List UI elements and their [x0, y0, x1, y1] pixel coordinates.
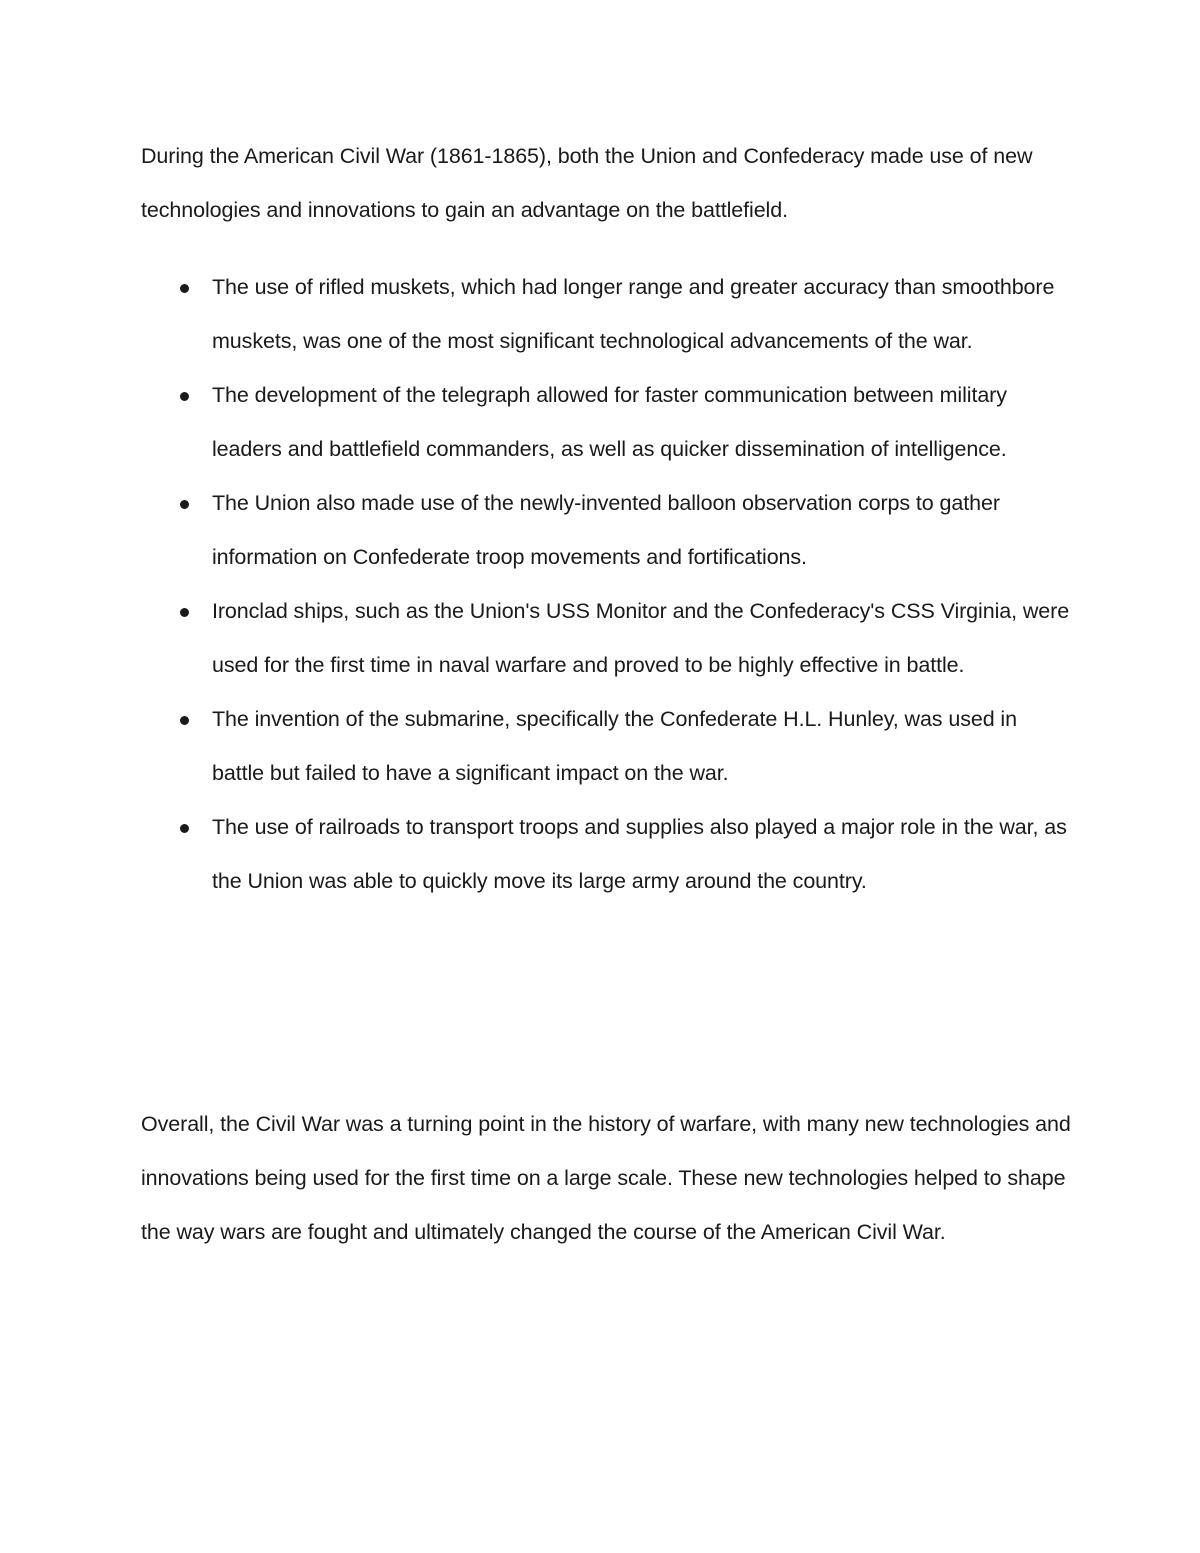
list-item-text: The Union also made use of the newly-invented balloon observation corps to gather information on Confederate troop movements and fortifications. [212, 491, 1000, 569]
bullet-icon [180, 500, 189, 509]
conclusion-paragraph: Overall, the Civil War was a turning point in the history of warfare, with many new technologies and innovations being used for the first time on a large scale. These new technologies helped to shape the way wars are fought and ultimately changed the course of the American Civil War. [141, 1112, 1071, 1244]
list-item-text: The development of the telegraph allowed for faster communication between military leaders and battlefield commanders, as well as quicker dissemination of intelligence. [212, 383, 1007, 461]
list-item [141, 800, 1071, 908]
list-item [141, 260, 1071, 368]
list-item-text: Ironclad ships, such as the Union's USS Monitor and the Confederacy's CSS Virginia, were used for the first time in naval warfare and proved to be highly effective in battle. [212, 599, 1070, 677]
bullet-icon [180, 824, 189, 833]
bullet-list [141, 260, 1071, 908]
bullet-icon [180, 608, 189, 617]
list-item [141, 584, 1071, 692]
list-item [141, 692, 1071, 800]
intro-paragraph: During the American Civil War (1861-1865), both the Union and Confederacy made use of new technologies and innovations to gain an advantage on the battlefield. [141, 144, 1033, 222]
bullet-icon [180, 716, 189, 725]
list-item-text: The invention of the submarine, specifically the Confederate H.L. Hunley, was used in battle but failed to have a significant impact on the war. [212, 707, 1017, 785]
bullet-icon [180, 284, 189, 293]
list-item [141, 476, 1071, 584]
list-item-text: The use of rifled muskets, which had longer range and greater accuracy than smoothbore muskets, was one of the most significant technological advancements of the war. [212, 275, 1055, 353]
list-item-text: The use of railroads to transport troops and supplies also played a major role in the war, as the Union was able to quickly move its large army around the country. [212, 815, 1067, 893]
bullet-icon [180, 392, 189, 401]
list-item [141, 368, 1071, 476]
